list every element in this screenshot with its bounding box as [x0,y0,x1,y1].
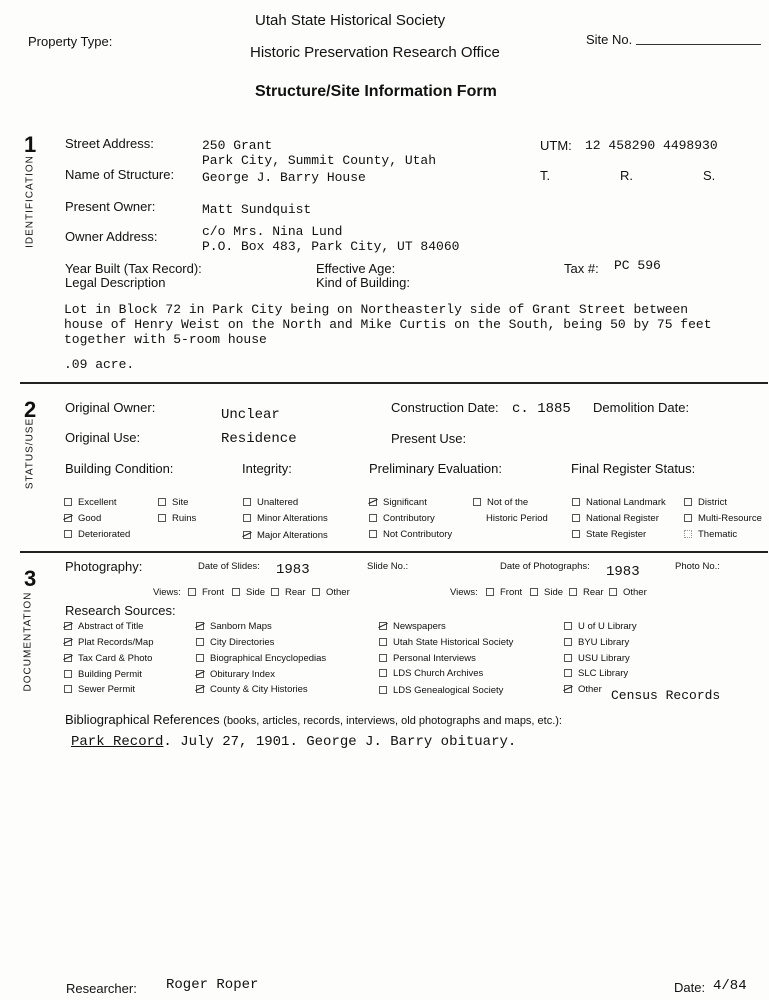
section-2-side-label: STATUS/USE [24,417,36,490]
form-title: Structure/Site Information Form [255,83,497,100]
final-thematic[interactable]: Thematic [684,529,737,540]
tax-number-value: PC 596 [614,258,661,273]
legal-description-label: Legal Description [65,275,166,290]
checked-box-icon [64,622,72,630]
checkbox-icon [64,670,72,678]
source-tax-card[interactable]: Tax Card & Photo [64,653,152,664]
photo-no-label: Photo No.: [675,561,720,572]
integrity-minor[interactable]: Minor Alterations [243,513,328,524]
integrity-unaltered[interactable]: Unaltered [243,497,298,508]
effective-age-label: Effective Age: [316,261,396,276]
final-national-landmark[interactable]: National Landmark [572,497,666,508]
section-label: S. [703,168,716,183]
checkbox-icon [564,622,572,630]
structure-name-label: Name of Structure: [65,167,175,182]
source-u-of-u[interactable]: U of U Library [564,621,637,632]
source-other[interactable]: Other [564,684,602,695]
date-value: 4/84 [713,978,747,994]
source-sanborn[interactable]: Sanborn Maps [196,621,272,632]
owner-address-label: Owner Address: [65,229,158,244]
date-of-photographs-label: Date of Photographs: [500,561,590,572]
checkbox-icon [369,514,377,522]
checkbox-icon [564,638,572,646]
checkbox-icon [64,685,72,693]
legal-description-line1: Lot in Block 72 in Park City being on Northeasterly side of Grant Street between [64,302,689,317]
final-register-status-label: Final Register Status: [571,461,696,476]
condition-good[interactable]: Good [64,513,101,524]
checkbox-icon [379,638,387,646]
checkbox-icon [312,588,320,596]
site-no-label: Site No. [586,32,633,47]
utm-label: UTM: [540,138,572,153]
checkbox-icon [379,669,387,677]
checked-box-icon [243,531,251,539]
original-use-value: Residence [221,431,297,447]
checked-box-icon [379,622,387,630]
section-3-side-label: DOCUMENTATION [22,591,34,692]
checkbox-icon [564,669,572,677]
researcher-value: Roger Roper [166,977,259,993]
checkbox-icon [369,530,377,538]
checkbox-icon [158,498,166,506]
photos-view-front[interactable]: Front [486,587,522,598]
owner-address-line2: P.O. Box 483, Park City, UT 84060 [202,239,460,254]
office-name: Historic Preservation Research Office [250,44,500,61]
checkbox-icon [243,514,251,522]
checkbox-icon [243,498,251,506]
slide-no-label: Slide No.: [367,561,409,572]
source-obituary-index[interactable]: Obiturary Index [196,669,275,680]
checkbox-icon [196,638,204,646]
source-ushs[interactable]: Utah State Historical Society [379,637,513,648]
checkbox-icon [64,498,72,506]
date-of-slides-label: Date of Slides: [198,561,260,572]
kind-of-building-label: Kind of Building: [316,275,410,290]
checkbox-icon [379,686,387,694]
street-address-line2: Park City, Summit County, Utah [202,153,437,168]
checkbox-icon [530,588,538,596]
demolition-date-label: Demolition Date: [593,400,690,415]
checkbox-icon [158,514,166,522]
final-state-register[interactable]: State Register [572,529,646,540]
prelim-significant[interactable]: Significant [369,497,427,508]
checkbox-icon [609,588,617,596]
source-newspapers[interactable]: Newspapers [379,621,446,632]
construction-date-label: Construction Date: [391,400,499,415]
legal-description-line4: .09 acre. [64,357,135,372]
slides-view-side[interactable]: Side [232,587,265,598]
checkbox-icon [473,498,481,506]
checkbox-icon [564,654,572,662]
original-use-label: Original Use: [65,430,141,445]
checked-box-icon [196,670,204,678]
source-lds-archives[interactable]: LDS Church Archives [379,668,483,679]
checkbox-icon [486,588,494,596]
source-byu[interactable]: BYU Library [564,637,629,648]
present-use-label: Present Use: [391,431,467,446]
bibliographical-references-label: Bibliographical References (books, articles, records, interviews, old photographs and maps, etc.): [65,712,562,727]
checked-box-icon [564,685,572,693]
source-sewer-permit[interactable]: Sewer Permit [64,684,135,695]
street-address-label: Street Address: [65,136,154,151]
source-other-value: Census Records [611,688,721,703]
present-owner-label: Present Owner: [65,199,156,214]
preliminary-evaluation-label: Preliminary Evaluation: [369,461,502,476]
condition-ruins[interactable]: Ruins [158,513,196,524]
original-owner-label: Original Owner: [65,400,156,415]
checked-box-icon [369,498,377,506]
source-slc[interactable]: SLC Library [564,668,628,679]
date-label: Date: [674,980,706,995]
prelim-not-of-period[interactable]: Not of the [473,497,528,508]
checkbox-icon [64,530,72,538]
owner-address-line1: c/o Mrs. Nina Lund [202,224,343,239]
final-national-register[interactable]: National Register [572,513,659,524]
checkbox-icon [196,654,204,662]
condition-excellent[interactable]: Excellent [64,497,117,508]
source-county-histories[interactable]: County & City Histories [196,684,308,695]
township-label: T. [540,168,551,183]
street-address-line1: 250 Grant [202,138,273,153]
org-name: Utah State Historical Society [255,12,446,29]
section-divider-2 [20,551,768,553]
research-sources-label: Research Sources: [65,603,176,618]
checkbox-icon [684,498,692,506]
source-biographical[interactable]: Biographical Encyclopedias [196,653,326,664]
date-of-photographs-value: 1983 [606,564,640,580]
source-interviews[interactable]: Personal Interviews [379,653,476,664]
legal-description-line2: house of Henry Weist on the North and Mike Curtis on the South, being 50 by 75 feet [64,317,712,332]
section-2-number: 2 [24,397,37,422]
checkbox-icon [684,530,692,538]
source-abstract[interactable]: Abstract of Title [64,621,143,632]
checked-box-icon [196,685,204,693]
section-divider-1 [20,382,768,384]
checkbox-icon [572,514,580,522]
photos-view-side[interactable]: Side [530,587,563,598]
section-3-number: 3 [24,566,37,591]
photos-views-label: Views: [450,587,478,598]
checkbox-icon [379,654,387,662]
source-building-permit[interactable]: Building Permit [64,669,142,680]
checkbox-icon [271,588,279,596]
checked-box-icon [196,622,204,630]
slides-view-front[interactable]: Front [188,587,224,598]
construction-date-value: c. 1885 [512,401,571,417]
final-district[interactable]: District [684,497,727,508]
date-of-slides-value: 1983 [276,562,310,578]
prelim-not-contributory[interactable]: Not Contributory [369,529,452,540]
integrity-major[interactable]: Major Alterations [243,530,328,541]
checkbox-icon [572,498,580,506]
slides-views-label: Views: [153,587,181,598]
checked-box-icon [64,514,72,522]
structure-name-value: George J. Barry House [202,170,366,185]
photos-view-rear[interactable]: Rear [569,587,604,598]
tax-number-label: Tax #: [564,261,599,276]
legal-description-line3: together with 5-room house [64,332,267,347]
condition-site[interactable]: Site [158,497,188,508]
condition-deteriorated[interactable]: Deteriorated [64,529,130,540]
present-owner-value: Matt Sundquist [202,202,312,217]
section-1-number: 1 [24,132,37,157]
prelim-contributory[interactable]: Contributory [369,513,435,524]
researcher-label: Researcher: [66,981,137,996]
photography-label: Photography: [65,559,143,574]
source-lds-genealogical[interactable]: LDS Genealogical Society [379,685,503,696]
slides-view-other[interactable]: Other [312,587,350,598]
integrity-label: Integrity: [242,461,292,476]
source-city-directories[interactable]: City Directories [196,637,274,648]
photos-view-other[interactable]: Other [609,587,647,598]
building-condition-label: Building Condition: [65,461,174,476]
not-of-period-line2: Historic Period [486,513,548,524]
checked-box-icon [64,638,72,646]
source-plat[interactable]: Plat Records/Map [64,637,154,648]
property-type-label: Property Type: [28,34,113,49]
checkbox-icon [572,530,580,538]
slides-view-rear[interactable]: Rear [271,587,306,598]
checkbox-icon [684,514,692,522]
source-usu[interactable]: USU Library [564,653,630,664]
bibliography-entry: Park Record. July 27, 1901. George J. Barry obituary. [71,734,517,750]
range-label: R. [620,168,633,183]
checkbox-icon [569,588,577,596]
checkbox-icon [188,588,196,596]
utm-value: 12 458290 4498930 [585,138,718,153]
original-owner-value: Unclear [221,407,280,423]
final-multi-resource[interactable]: Multi-Resource [684,513,762,524]
checkbox-icon [232,588,240,596]
site-no-field[interactable] [636,44,761,45]
year-built-label: Year Built (Tax Record): [65,261,202,276]
section-1-side-label: IDENTIFICATION [24,155,36,248]
checked-box-icon [64,654,72,662]
